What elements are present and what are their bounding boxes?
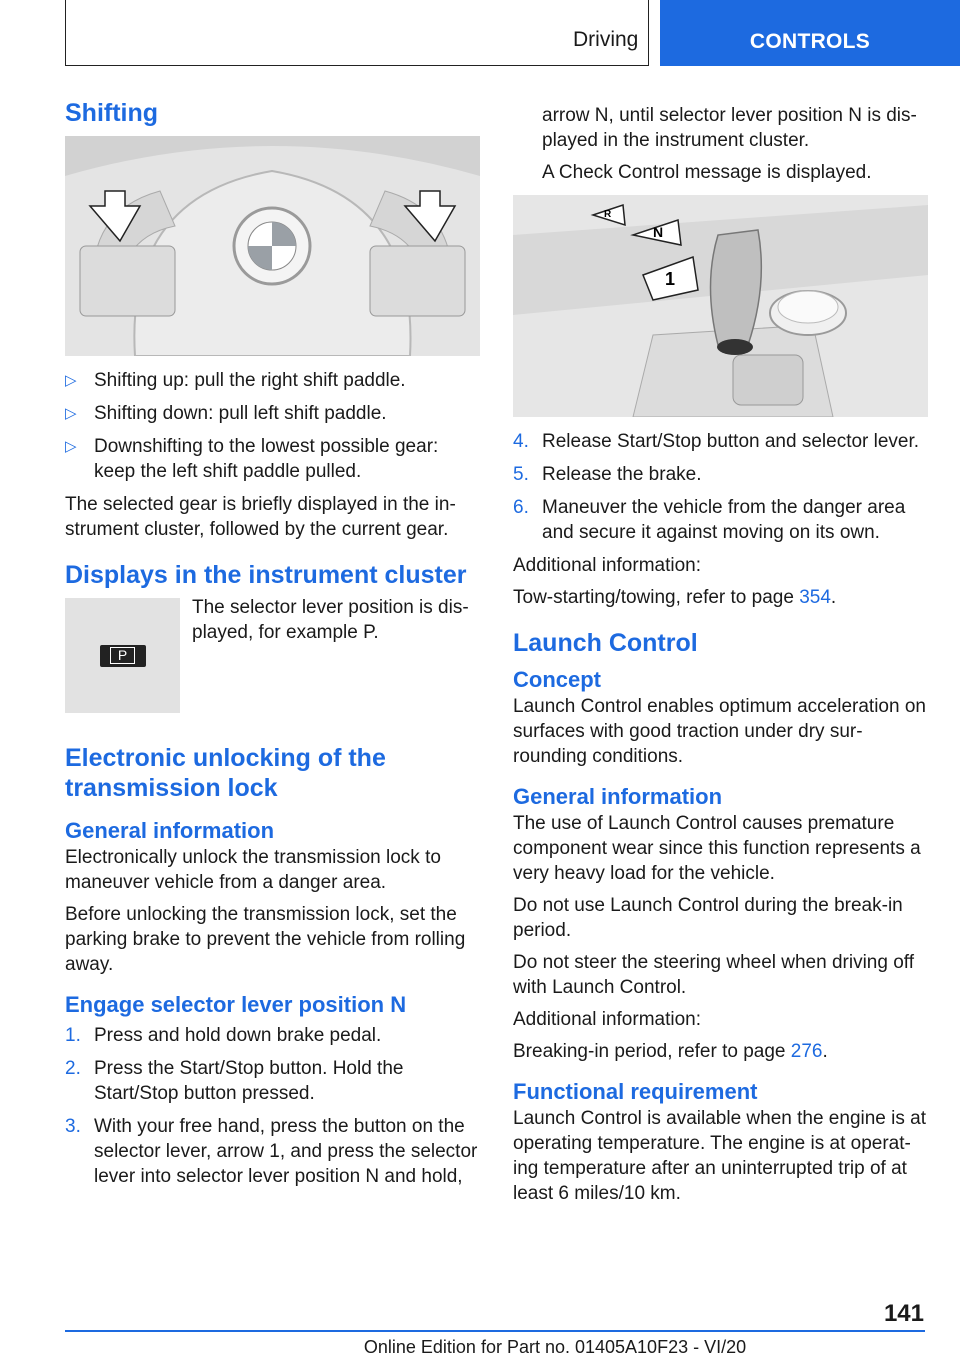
launch-control-heading: Launch Control [513,629,698,657]
general-text-3: Do not steer the steering wheel when driving off with Launch Control. [513,952,914,998]
steering-wheel-illustration [65,136,480,356]
general-text-2: Before unlocking the transmission lock, set the parking brake to prevent the vehicle from rolling away. [65,904,466,975]
page-number: 141 [883,1300,924,1327]
page-link-276[interactable]: 276 [790,1041,823,1062]
general-info-heading: General information [513,784,723,809]
left-column [65,98,480,1197]
displays-text: The selector lever position is displayed, for example P. [192,597,469,643]
general-text-2: Do not use Launch Control during the break-in period. [513,895,903,941]
list-item: 6. Maneuver the vehicle from the danger area and secure it against moving on its own. [513,497,906,543]
footer-divider [65,1330,925,1332]
arrow-n-label: N [653,224,664,240]
unlock-heading: Electronic unlocking of the transmission lock [65,744,386,802]
triangle-bullet-icon: ▷ [65,438,77,455]
additional-info-label: Additional information: [513,555,701,576]
arrow-r-label: R [604,209,612,220]
list-item: ▷ Shifting up: pull the right shift paddle. [65,370,406,391]
gear-p-icon: P [110,647,135,664]
shifting-heading: Shifting [65,99,159,127]
arrow-1-label: 1 [665,269,676,289]
list-item: 2. Press the Start/Stop button. Hold the Start/Stop button pressed. [65,1058,404,1104]
list-item: ▷ Downshifting to the lowest possible gear: keep the left shift paddle pulled. [65,436,439,482]
unlock-steps-cont [513,429,928,545]
list-item: 4. Release Start/Stop button and selector lever. [513,431,920,452]
steering-wheel-image [65,136,480,356]
displays-row [65,598,480,713]
tow-reference: Tow-starting/towing, refer to page 354. [513,587,837,608]
display-example-image [65,598,180,713]
selector-lever-illustration [513,195,928,417]
step3-continuation: arrow N, until selector lever position N is displayed in the instrument cluster. [542,105,917,151]
triangle-bullet-icon: ▷ [65,372,77,389]
additional-info-label-2: Additional information: [513,1009,701,1030]
engage-heading: Engage selector lever position N [65,992,407,1017]
list-item: 3. With your free hand, press the button on the selector lever, arrow 1, and press the selector lever into selector lever position N and hold, [65,1116,478,1187]
check-control-note: A Check Control message is displayed. [542,162,872,183]
engage-steps [65,1023,480,1189]
list-item: 1. Press and hold down brake pedal. [65,1025,382,1046]
functional-requirement-heading: Functional requirement [513,1079,758,1104]
displays-heading: Displays in the instrument cluster [65,561,467,589]
list-item: ▷ Shifting down: pull left shift paddle. [65,403,387,424]
section-title: Driving [573,28,639,51]
header-frame [65,0,649,66]
selector-lever-image [513,195,928,417]
page-header [0,0,960,66]
gear-indicator [100,645,146,667]
concept-text: Launch Control enables optimum acceleration on surfaces with good traction under dry surrounding conditions. [513,696,926,767]
general-heading: General information [65,818,275,843]
triangle-bullet-icon: ▷ [65,405,77,422]
breakin-reference: Breaking-in period, refer to page 276. [513,1041,828,1062]
edition-text: Online Edition for Part no. 01405A10F23 - VI/20 [363,1337,747,1357]
right-column [513,103,928,1213]
shifting-list [65,368,480,484]
shifting-note: The selected gear is briefly displayed in the instrument cluster, followed by the current gear. [65,494,456,540]
list-item: 5. Release the brake. [513,464,702,485]
concept-heading: Concept [513,667,601,692]
functional-text: Launch Control is available when the engine is at operating temperature. The engine is at operating temperature after an uninterrupted trip of at least 6 miles/10 km. [513,1108,926,1204]
chapter-tab[interactable]: CONTROLS [660,0,960,66]
general-text-1: Electronically unlock the transmission lock to maneuver vehicle from a danger area. [65,847,441,893]
general-text-1: The use of Launch Control causes premature component wear since this function represents a very heavy load for the vehicle. [513,813,921,884]
page-link-354[interactable]: 354 [799,587,831,608]
